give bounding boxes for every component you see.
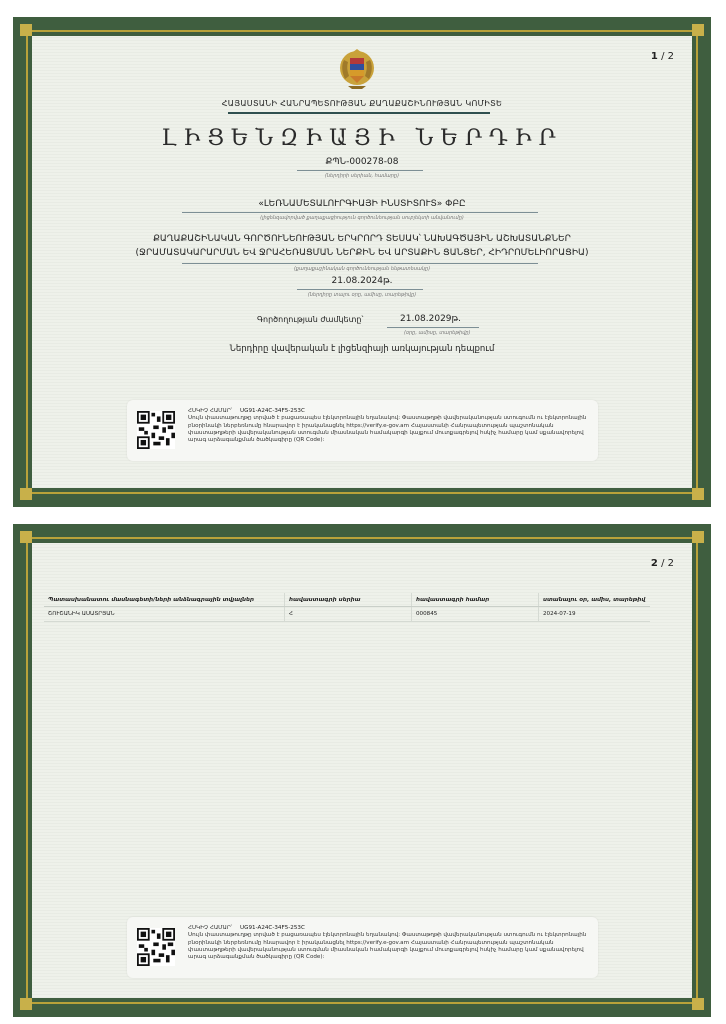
table-cell: ՇՈՒՇԱՆԻԿ ԱՍԱՏՐՅԱՆ [44,607,285,622]
corner-ornament [692,531,704,543]
specialists-table [44,593,650,622]
verification-description: Սույն փաստաթուղթը տրված է բացառապես էլեկտրոնային եղանակով: Փաստաթղթի վավերականության ստուգումն ու էլեկտրոնային բնօրինակի ներբեռնումը հնարավոր է իրականացնել https://verify.e-gov.am Հայաստանի Հանրապետության պաշտոնական փաստաթղթերի վավերականության ստուգման միասնական համակարգի կայքում մուտքագրելով հսկիչ համարը կամ սքանավորելով արագ արձագանքման ծածկագիրը (QR Code): [188,415,587,444]
corner-ornament [20,998,32,1010]
page-number: 2 / 2 [650,558,674,569]
corner-ornament [20,24,32,36]
activity-type: ՔԱՂԱՔԱՇԻՆԱԿԱՆ ԳՈՐԾՈՒՆԵՈՒԹՅԱՆ ԵՐԿՐՈՐԴ ՏԵՍԱԿ՝ ՆԱԽԱԳԾԱՅԻՆ ԱՇԽԱՏԱՆՔՆԵՐ (ՋՐԱՄԱՏԱԿԱՐԱՐՄԱՆ ԵՎ ՋՐԱՀԵՌԱՑՄԱՆ ՆԵՐՔԻՆ ԵՎ ԱՐՏԱՔԻՆ ՑԱՆՑԵՐ, ՀԻԴՐՈՄԵԼԻՈՐԱՑԻԱ) [135,234,589,258]
corner-ornament [692,488,704,500]
column-header: հավաստագրի սերիա [285,593,412,607]
verification-box [127,917,598,978]
table-header-row [44,593,650,607]
underline [297,289,423,290]
certificate-page-1 [13,17,711,507]
verification-code: UG91-A24C-34F5-253C [240,408,305,414]
validity-hint: (օրը, ամիսը, տարեթիվը) [404,330,471,336]
table-cell: Հ [285,607,412,622]
license-number-hint: (ներդիրի սերիան, համարը) [324,173,400,179]
corner-ornament [20,488,32,500]
underline [297,170,423,171]
document-title: ԼԻՑԵՆԶԻԱՅԻ ՆԵՐԴԻՐ [161,126,563,151]
paper-area [32,543,692,998]
table-cell: 000845 [412,607,539,622]
verification-code-label: ՀՍԿԻՉ ՀԱՄԱՐ՝ [188,408,233,414]
issue-date-hint: (ներդիրը տալու օրը, ամիսը, տարեթիվը) [307,292,417,298]
underline [182,263,538,264]
table-cell: 2024-07-19 [539,607,651,622]
qr-code-icon[interactable] [137,411,175,449]
certificate-page-2 [13,524,711,1017]
ministry-underline [228,112,490,114]
paper-area [32,36,692,488]
verification-text [188,925,588,961]
table-row [44,607,650,622]
validity-label: Գործողության ժամկետը՝ [257,315,364,324]
organization-name-hint: (լիցենզավորված քաղաքացիություն գործունեության սուբյեկտի անվանումը) [260,215,464,221]
corner-ornament [692,24,704,36]
verification-text [188,408,588,444]
ministry-name: ՀԱՅԱՍՏԱՆԻ ՀԱՆՐԱՊԵՏՈՒԹՅԱՆ ՔԱՂԱՔԱՇԻՆՈՒԹՅԱՆ ԿՈՄԻՏԵ [221,99,503,108]
column-header: Պատասխանատու մասնագետի/ների անձնագրային տվյալներ [44,593,285,607]
license-number: ՔՊՆ-000278-08 [325,157,399,167]
validity-value: 21.08.2029թ. [400,314,462,324]
corner-ornament [20,531,32,543]
activity-type-hint: (քաղաքաշինական գործունեության ենթատեսակը) [293,266,431,272]
qr-code-icon[interactable] [137,928,175,966]
validity-note: Ներդիրը վավերական է լիցենզիայի առկայության դեպքում [229,344,495,354]
corner-ornament [692,998,704,1010]
verification-code: UG91-A24C-34F5-253C [240,925,305,931]
organization-name: «ԼԵՌՆԱՄԵՏԱԼՈՒՐԳԻԱՅԻ ԻՆՍՏԻՏՈՒՏ» ՓԲԸ [258,199,466,209]
verification-description: Սույն փաստաթուղթը տրված է բացառապես էլեկտրոնային եղանակով: Փաստաթղթի վավերականության ստուգումն ու էլեկտրոնային բնօրինակի ներբեռնումը հնարավոր է իրականացնել https://verify.e-gov.am Հայաստանի Հանրապետության պաշտոնական փաստաթղթերի վավերականության ստուգման միասնական համակարգի կայքում մուտքագրելով հսկիչ համարը կամ սքանավորելով արագ արձագանքման ծածկագիրը (QR Code): [188,932,587,961]
column-header: ստանալու օր, ամիս, տարեթիվ [539,593,651,607]
verification-code-label: ՀՍԿԻՉ ՀԱՄԱՐ՝ [188,925,233,931]
column-header: հավաստագրի համար [412,593,539,607]
page-number: 1 / 2 [650,51,674,62]
underline [387,327,479,328]
coat-of-arms-icon [334,46,380,92]
issue-date: 21.08.2024թ. [331,276,393,286]
underline [182,212,538,213]
verification-box [127,400,598,461]
